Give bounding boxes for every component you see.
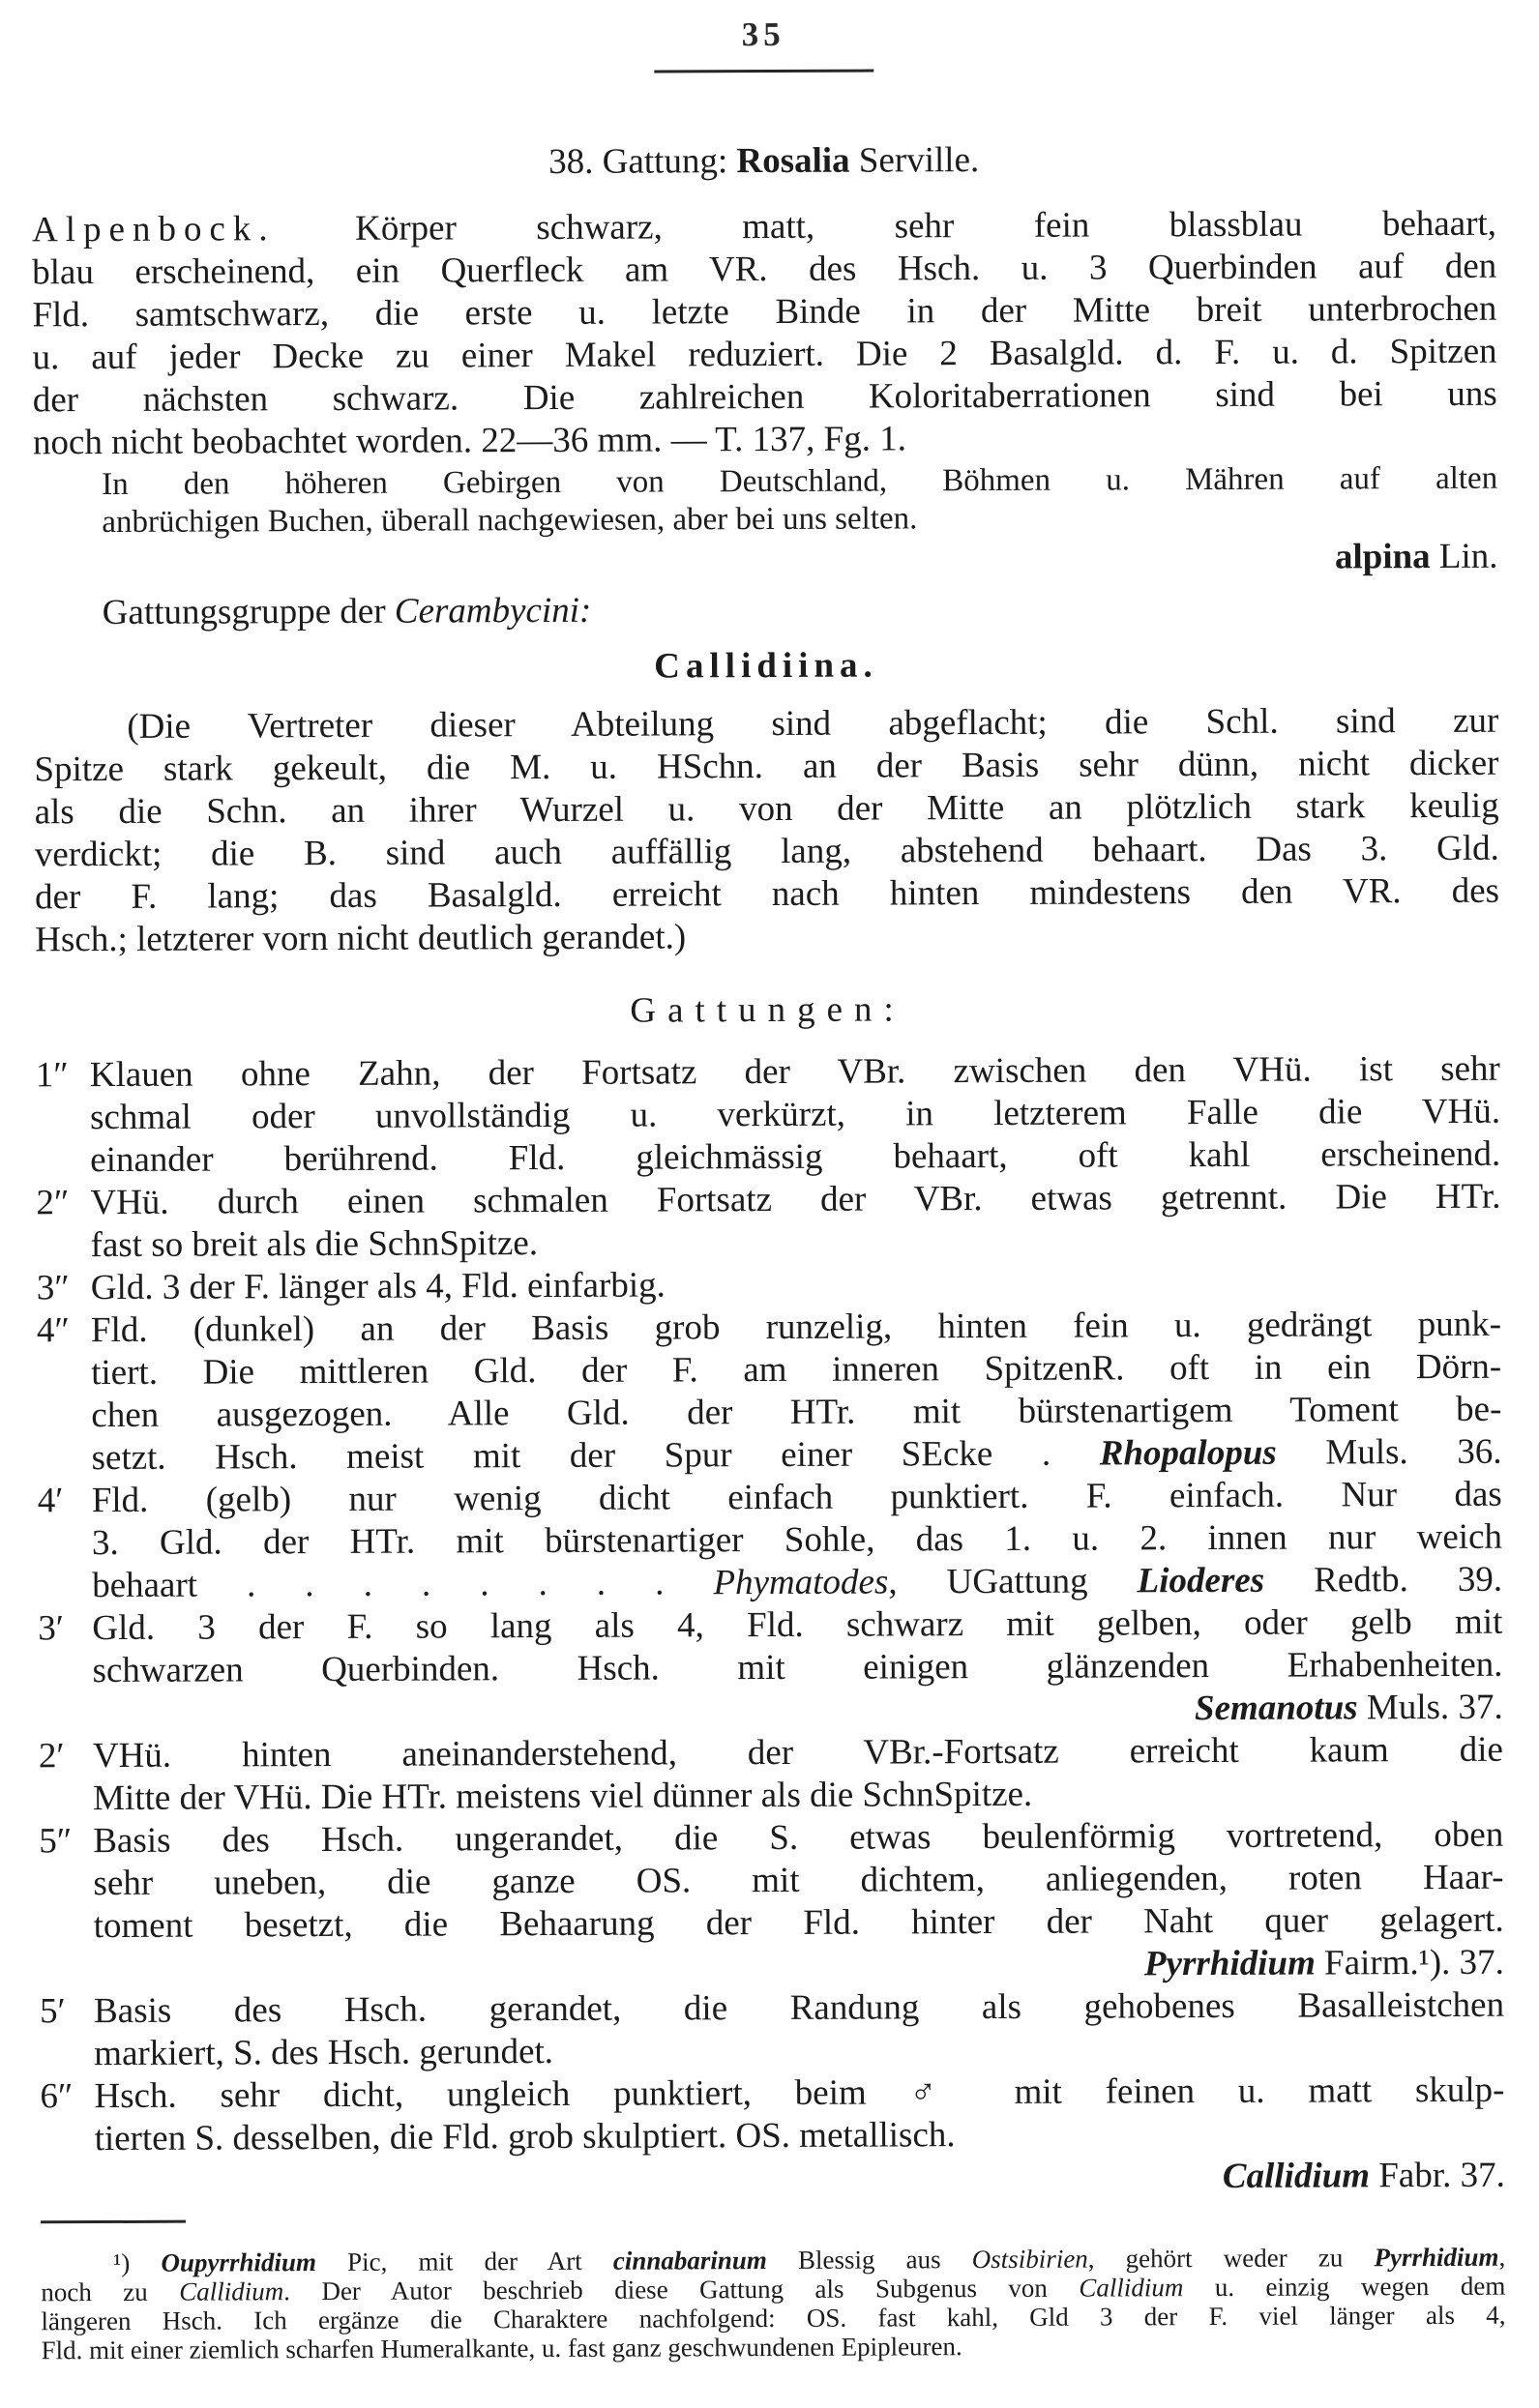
subtribe-description-line	[35, 870, 1499, 920]
text-segment: u. einzig wegen dem	[1183, 2271, 1506, 2303]
species-description-line	[32, 203, 1496, 252]
subtribe-heading-callidiina-line	[34, 642, 1498, 691]
habitat-note-line	[102, 460, 1497, 504]
text-segment: Mitte der VHü. Die HTr. meistens viel dünner als die SchnSpitze.	[93, 1774, 1033, 1819]
text-segment: Gld. 3 der F. länger als 4, Fld. einfarbig.	[90, 1265, 666, 1308]
genus-name-pyrrhidium: Pyrrhidium	[1143, 1943, 1316, 1984]
footnote-marker: ¹)	[113, 2247, 162, 2277]
text-segment: .	[992, 1433, 1100, 1475]
key-couplet-6dd	[40, 2070, 1505, 2204]
subtribe-name-callidiina: Callidiina.	[654, 645, 878, 687]
subtribe-description-line	[34, 743, 1498, 792]
species-description-line	[32, 246, 1496, 295]
key-couplet-1dd-line	[90, 1133, 1500, 1182]
text-segment: der F. lang; das Basalgld. erreicht nach hinten mindestens den VR. des	[34, 870, 1500, 918]
key-couplet-body	[90, 1176, 1500, 1267]
text-segment: noch zu	[41, 2276, 180, 2307]
text-segment: Fairm.¹). 37.	[1315, 1942, 1504, 1983]
key-couplet-5d-line	[94, 2027, 1504, 2075]
text-segment: chen ausgezogen. Alle Gld. der HTr. mit bürstenartigem Toment be-	[91, 1389, 1502, 1436]
key-couplet-marker: 4″	[36, 1310, 71, 1351]
key-couplet-marker: 5′	[39, 1991, 66, 2032]
key-couplet-3dd	[37, 1261, 1501, 1310]
text-segment: anbrüchigen Buchen, überall nachgewiesen, aber bei uns selten.	[102, 501, 918, 541]
text-segment: als die Schn. an ihrer Wurzel u. von der Mitte an plötzlich stark keulig	[34, 785, 1499, 833]
text-segment: Lin.	[1430, 536, 1498, 577]
footnote	[41, 2243, 1506, 2365]
key-couplet-4d-line	[92, 1516, 1502, 1565]
key-couplet-marker: 2″	[36, 1183, 70, 1223]
text-segment: fast so breit als die SchnSpitze.	[90, 1223, 539, 1266]
key-couplet-6dd-line	[94, 2070, 1504, 2118]
key-couplet-body	[90, 1048, 1501, 1182]
subtribe-heading-callidiina	[34, 642, 1498, 691]
text-segment: (Die Vertreter dieser Abteilung sind abgeflacht; die Schl. sind zur	[127, 700, 1499, 747]
key-couplet-marker: 1″	[35, 1055, 69, 1096]
key-couplet-2dd	[36, 1176, 1500, 1268]
text-segment: Serville.	[849, 140, 980, 181]
species-name-alpina-line	[33, 536, 1497, 585]
key-couplet-6dd-line	[95, 2112, 1505, 2160]
text-segment: einander berührend. Fld. gleichmässig behaart, oft kahl erscheinend.	[90, 1133, 1501, 1181]
key-couplet-5dd-line	[93, 1814, 1503, 1863]
text-segment: toment besetzt, die Behaarung der Fld. hinter der Naht quer gelagert.	[93, 1899, 1504, 1947]
text-segment: , UGattung	[888, 1561, 1138, 1602]
key-couplet-2dd-line	[91, 1219, 1501, 1267]
key-couplet-5dd-line	[93, 1857, 1503, 1905]
text-segment: Pic, mit der Art	[315, 2246, 613, 2277]
key-couplet-1dd-line	[90, 1048, 1500, 1097]
text-segment: Fabr. 37.	[1369, 2155, 1505, 2196]
key-couplet-marker: 5″	[39, 1821, 73, 1862]
text-segment: VHü. durch einen schmalen Fortsatz der VBr. etwas getrennt. Die HTr.	[90, 1176, 1501, 1223]
tribe-name-cerambycini: Cerambycini:	[394, 590, 592, 631]
species-description-line	[33, 416, 1497, 465]
text-segment: Gattungsgruppe der	[102, 591, 395, 633]
page-number-rule	[654, 70, 873, 73]
footnote-line	[42, 2330, 1506, 2365]
key-couplet-marker: 3″	[36, 1268, 70, 1308]
habitat-note	[102, 460, 1497, 542]
key-couplet-3d-line	[92, 1601, 1502, 1650]
key-couplet-3d	[38, 1601, 1503, 1736]
text-segment: markiert, S. des Hsch. gerundet.	[94, 2031, 554, 2074]
genera-key-heading-line	[35, 986, 1499, 1036]
genus-name-phymatodes: Phymatodes	[713, 1562, 889, 1603]
species-description-line	[32, 288, 1496, 338]
key-couplet-4dd-line	[91, 1346, 1501, 1395]
key-couplet-4dd	[37, 1304, 1502, 1481]
key-couplet-5dd-line	[94, 1942, 1504, 1990]
key-couplet-1dd	[36, 1048, 1501, 1183]
footnote-rule	[41, 2220, 186, 2224]
page-number: 35	[741, 15, 785, 54]
subtribe-description-line	[34, 700, 1498, 749]
page-content	[32, 137, 1506, 2365]
genus-name-callidium: Callidium	[1222, 2156, 1371, 2196]
key-couplet-5d	[40, 1984, 1504, 2076]
text-segment: Spitze stark gekeult, die M. u. HSchn. an der Basis sehr dünn, nicht dicker	[34, 743, 1499, 790]
species-name-cinnabarinum: cinnabarinum	[612, 2246, 767, 2276]
text-segment: Hsch.; letzterer vorn nicht deutlich gerandet.)	[35, 917, 687, 960]
genus-name-oupyrrhidium: Oupyrrhidium	[161, 2247, 317, 2277]
genus-name-lioderes: Lioderes	[1137, 1560, 1265, 1601]
text-segment: längeren Hsch. Ich ergänze die Charaktere nachfolgend: OS. fast kahl, Gld 3 der F. viel länger als 4,	[41, 2300, 1506, 2336]
species-name-alpina	[33, 536, 1497, 585]
text-segment: schmal oder unvollständig u. verkürzt, in letzterem Falle die VHü.	[89, 1091, 1501, 1138]
key-couplet-5dd-line	[94, 1899, 1504, 1948]
text-segment: Redtb. 39.	[1264, 1559, 1503, 1600]
genus-heading-line	[32, 137, 1496, 187]
subtribe-description	[34, 700, 1499, 962]
group-heading-cerambycini	[103, 586, 1498, 634]
key-couplet-marker: 4′	[37, 1481, 64, 1521]
key-couplet-4d-line	[92, 1474, 1502, 1522]
text-segment: In den höheren Gebirgen von Deutschland, Böhmen u. Mähren auf alten	[102, 460, 1498, 503]
key-couplet-3d-line	[93, 1687, 1503, 1735]
text-segment: 38. Gattung:	[548, 141, 737, 182]
key-couplet-1dd-line	[90, 1091, 1500, 1139]
key-couplet-3dd-line	[91, 1261, 1501, 1309]
text-segment: Fld. (gelb) nur wenig dicht einfach punktiert. F. einfach. Nur das	[91, 1474, 1502, 1521]
text-segment: Klauen ohne Zahn, der Fortsatz der VBr. zwischen den VHü. ist sehr	[89, 1048, 1500, 1096]
habitat-note-line	[102, 498, 1497, 542]
text-segment: Fld. samtschwarz, die erste u. letzte Binde in der Mitte breit unterbrochen	[32, 288, 1497, 336]
common-name-alpenbock: Alpenbock.	[31, 209, 276, 250]
key-couplet-body	[94, 2070, 1505, 2203]
genus-heading	[32, 137, 1496, 187]
text-segment: Fld. mit einer ziemlich scharfen Humeralkante, u. fast ganz geschwundenen Epipleuren.	[41, 2332, 962, 2365]
subtribe-description-line	[35, 828, 1499, 877]
text-segment: der nächsten schwarz. Die zahlreichen Koloritaberrationen sind bei uns	[32, 373, 1497, 421]
text-segment: setzt. Hsch. meist mit der Spur einer SEcke	[91, 1434, 993, 1479]
key-couplet-2d-line	[93, 1772, 1503, 1820]
key-couplet-body	[93, 1814, 1504, 1990]
key-couplet-4d	[38, 1474, 1503, 1608]
text-segment: sehr uneben, die ganze OS. mit dichtem, anliegenden, roten Haar-	[93, 1857, 1504, 1904]
species-description	[32, 203, 1497, 465]
key-couplet-4dd-line	[91, 1389, 1501, 1437]
key-couplet-2d	[39, 1729, 1503, 1821]
text-segment: VHü. hinten aneinanderstehend, der VBr.-Fortsatz erreicht kaum die	[92, 1729, 1503, 1777]
text-segment: u. auf jeder Decke zu einer Makel reduziert. Die 2 Basalgld. d. F. u. d. Spitzen	[32, 331, 1497, 378]
text-segment: . Der Autor beschrieb diese Gattung als Subgenus von	[283, 2273, 1080, 2306]
key-couplet-body	[91, 1261, 1501, 1309]
text-segment: Gld. 3 der F. so lang als 4, Fld. schwarz mit gelben, oder gelb mit	[92, 1601, 1503, 1649]
key-couplet-5dd	[39, 1814, 1504, 1991]
genus-name-callidium: Callidium	[179, 2276, 284, 2306]
text-segment: tiert. Die mittleren Gld. der F. am inneren SpitzenR. oft in ein Dörn-	[91, 1346, 1502, 1394]
species-description-line	[33, 331, 1497, 380]
species-epithet-alpina: alpina	[1334, 537, 1431, 577]
subtribe-description-line	[35, 785, 1499, 835]
genus-name-pyrrhidium: Pyrrhidium	[1374, 2242, 1499, 2273]
text-segment: , gehört weder zu	[1087, 2243, 1375, 2274]
key-couplet-body	[92, 1474, 1503, 1607]
text-segment: verdickt; die B. sind auch auffällig lang, abstehend behaart. Das 3. Gld.	[34, 828, 1499, 875]
key-couplet-3d-line	[92, 1644, 1502, 1692]
text-segment: blau erscheinend, ein Querfleck am VR. des Hsch. u. 3 Querbinden auf den	[32, 246, 1497, 293]
text-segment: Basis des Hsch. ungerandet, die S. etwas beulenförmig vortretend, oben	[93, 1814, 1504, 1862]
species-description-line	[33, 373, 1497, 423]
key-couplet-6dd-line	[95, 2155, 1505, 2203]
text-segment: Gattungen:	[630, 989, 905, 1031]
key-couplet-body	[91, 1304, 1502, 1480]
genus-name-rosalia: Rosalia	[736, 140, 850, 182]
text-segment: schwarzen Querbinden. Hsch. mit einigen glänzenden Erhabenheiten.	[92, 1644, 1503, 1691]
genera-key-heading	[35, 986, 1499, 1036]
subtribe-description-line	[35, 913, 1499, 962]
genus-name-rhopalopus: Rhopalopus	[1099, 1432, 1277, 1474]
text-segment: Blessig aus	[766, 2245, 972, 2276]
text-segment: 3. Gld. der HTr. mit bürstenartiger Sohle, das 1. u. 2. innen nur weich	[91, 1516, 1503, 1564]
text-segment: Hsch. sehr dicht, ungleich punktiert, beim ♂ mit feinen u. matt skulp-	[94, 2070, 1505, 2117]
key-couplet-5d-line	[94, 1984, 1504, 2033]
key-couplet-body	[92, 1601, 1503, 1735]
text-segment: tierten S. desselben, die Fld. grob skulptiert. OS. metallisch.	[94, 2115, 956, 2159]
key-couplet-body	[94, 1984, 1504, 2075]
key-couplet-4d-line	[92, 1559, 1502, 1607]
key-couplet-marker: 3′	[38, 1608, 65, 1649]
key-couplet-2dd-line	[90, 1176, 1500, 1224]
text-segment: behaart . . . . . . . .	[92, 1563, 714, 1606]
text-segment: Fld. (dunkel) an der Basis grob runzelig, hinten fein u. gedrängt punk-	[90, 1304, 1502, 1351]
text-segment: Basis des Hsch. gerandet, die Randung als gehobenes Basalleistchen	[93, 1984, 1505, 2032]
key-couplet-4dd-line	[91, 1431, 1501, 1480]
text-segment: ,	[1498, 2242, 1506, 2272]
key-couplet-2d-line	[93, 1729, 1503, 1777]
text-segment: Körper schwarz, matt, sehr fein blassblau behaart,	[275, 203, 1497, 250]
key-couplet-marker: 6″	[40, 2076, 74, 2117]
text-segment: Muls. 37.	[1357, 1687, 1503, 1728]
key-couplet-marker: 2′	[38, 1736, 65, 1777]
key-couplet-body	[93, 1729, 1503, 1820]
genus-name-semanotus: Semanotus	[1194, 1688, 1358, 1729]
group-heading-cerambycini-line	[103, 586, 1498, 634]
text-segment: Muls. 36.	[1276, 1431, 1502, 1473]
genus-name-callidium: Callidium	[1079, 2273, 1184, 2303]
text-segment: Ostsibirien	[971, 2244, 1088, 2275]
key-couplet-4dd-line	[91, 1304, 1501, 1352]
text-segment: noch nicht beobachtet worden. 22—36 mm. — T. 137, Fg. 1.	[32, 419, 907, 463]
